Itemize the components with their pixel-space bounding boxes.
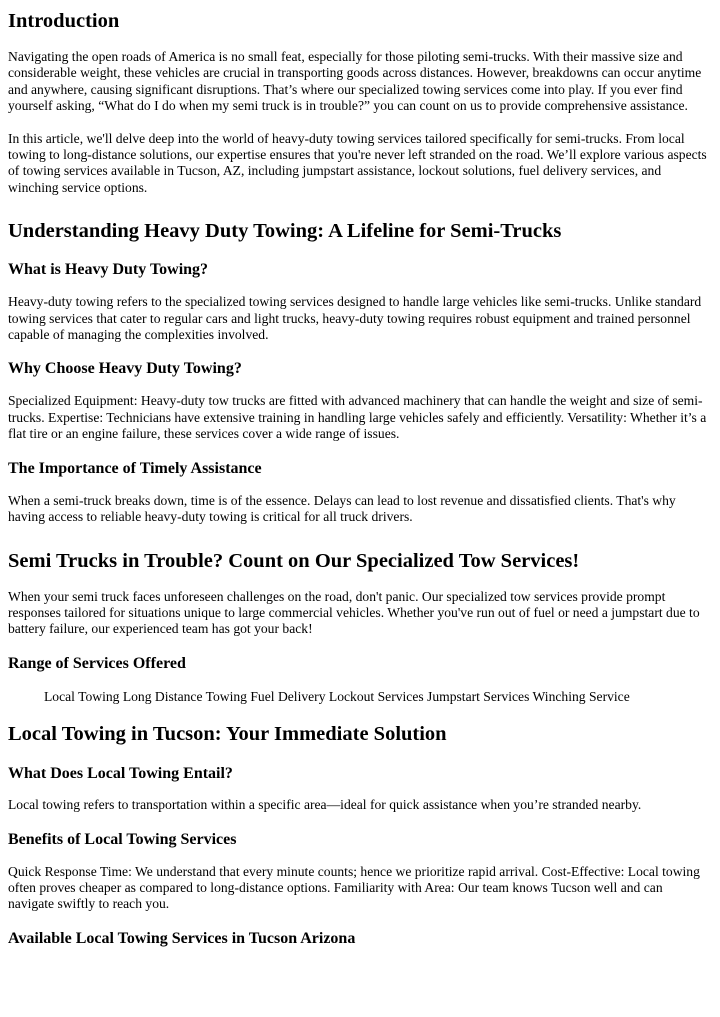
semi-trucks-heading: Semi Trucks in Trouble? Count on Our Specialized Tow Services! [8, 549, 580, 572]
local-towing-heading: Local Towing in Tucson: Your Immediate Solution [8, 723, 447, 746]
understanding-heading: Understanding Heavy Duty Towing: A Lifeline for Semi-Trucks [8, 220, 562, 243]
what-is-heavy-duty-heading: What is Heavy Duty Towing? [8, 261, 209, 279]
why-choose-paragraph: Specialized Equipment: Heavy-duty tow trucks are fitted with advanced machinery that can handle the weight and size of semi-trucks. Expertise: Technicians have extensive training in handling large vehicles safely and efficiently. Versatility: Whether it’s a flat tire or an engine failure, these services cover a wide range of issues. [8, 393, 707, 442]
what-local-towing-heading: What Does Local Towing Entail? [8, 765, 233, 783]
available-services-heading: Available Local Towing Services in Tucson Arizona [8, 929, 356, 947]
semi-trucks-paragraph: When your semi truck faces unforeseen challenges on the road, don't panic. Our specialized tow services provide prompt responses tailored for situations unique to large commercial vehicles. Whether you've run out of fuel or need a jumpstart due to battery failure, our experienced team has got your back! [8, 588, 700, 637]
range-of-services-heading: Range of Services Offered [8, 654, 186, 672]
timely-assistance-heading: The Importance of Timely Assistance [8, 459, 262, 477]
introduction-paragraph-1: Navigating the open roads of America is no small feat, especially for those piloting semi-trucks. With their massive size and considerable weight, these vehicles are crucial in transporting goods across distances. However, breakdowns can occur anytime and anywhere, causing significant disruptions. That’s where our specialized towing services come into play. If you ever find yourself asking, “What do I do when my semi truck is in trouble?” you can count on us to provide comprehensive assistance. [8, 49, 702, 114]
timely-assistance-paragraph: When a semi-truck breaks down, time is of the essence. Delays can lead to lost revenue and dissatisfied clients. That's why having access to reliable heavy-duty towing is critical for all truck drivers. [8, 492, 676, 525]
introduction-paragraph-2: In this article, we'll delve deep into the world of heavy-duty towing services tailored specifically for semi-trucks. From local towing to long-distance solutions, our expertise ensures that you're never left stranded on the road. We’ll explore various aspects of towing services available in Tucson, AZ, including jumpstart assistance, lockout solutions, fuel delivery services, and winching service options. [8, 130, 707, 195]
what-is-heavy-duty-paragraph: Heavy-duty towing refers to the specialized towing services designed to handle large vehicles like semi-trucks. Unlike standard towing services that cater to regular cars and light trucks, heavy-duty towing requires robust equipment and trained personnel capable of managing the complexities involved. [8, 294, 702, 343]
introduction-heading: Introduction [8, 10, 120, 32]
services-list: Local Towing Long Distance Towing Fuel Delivery Lockout Services Jumpstart Services Winching Service [44, 688, 630, 704]
benefits-heading: Benefits of Local Towing Services [8, 830, 237, 848]
why-choose-heading: Why Choose Heavy Duty Towing? [8, 360, 242, 378]
benefits-paragraph: Quick Response Time: We understand that every minute counts; hence we prioritize rapid arrival. Cost-Effective: Local towing often proves cheaper as compared to long-distance options. Familiarity with Area: Our team knows Tucson well and can navigate swiftly to reach you. [8, 863, 700, 912]
what-local-towing-paragraph: Local towing refers to transportation within a specific area—ideal for quick assistance when you’re stranded nearby. [8, 797, 642, 813]
